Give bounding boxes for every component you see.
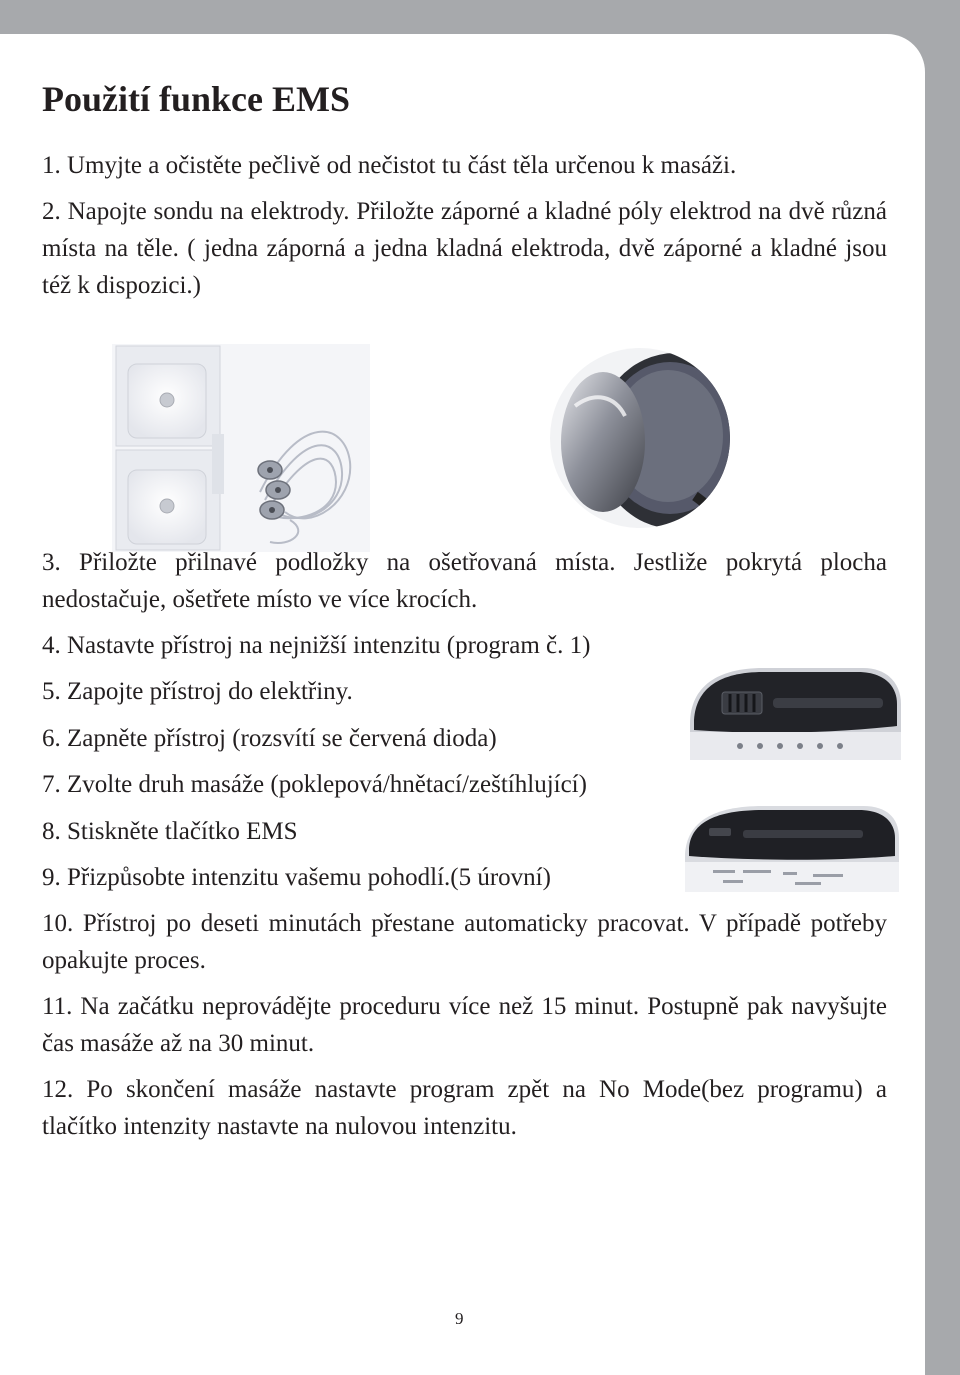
- step-3: 3. Přiložte přilnavé podložky na ošetřovaná místa. Jestliže pokrytá plocha nedostačuje, ošetřete místo ve více krocích.: [42, 549, 887, 613]
- step-4: 4. Nastavte přístroj na nejnižší intenzitu (program č. 1): [42, 632, 591, 659]
- probe-head-photo: [545, 346, 735, 531]
- step-5: 5. Zapojte přístroj do elektřiny.: [42, 678, 353, 705]
- step-10: 10. Přístroj po deseti minutách přestane automaticky pracovat. V případě potřeby opakujte proces.: [42, 910, 887, 974]
- step-2: 2. Napojte sondu na elektrody. Přiložte záporné a kladné póly elektrod na dvě různá místa na těle. ( jedna záporná a jedna kladná elektroda, dvě záporné a kladné jsou též k dispozici.): [42, 198, 887, 299]
- step-6: 6. Zapněte přístroj (rozsvítí se červená dioda): [42, 725, 497, 752]
- manual-page: [0, 34, 925, 1375]
- step-11: 11. Na začátku neprovádějte proceduru více než 15 minut. Postupně pak navyšujte čas masáže až na 30 minut.: [42, 993, 887, 1057]
- step-7: 7. Zvolte druh masáže (poklepová/hnětací/zeštíhlující): [42, 771, 587, 798]
- step-9: 9. Přizpůsobte intenzitu vašemu pohodlí.(5 úrovní): [42, 864, 551, 891]
- page-number: 9: [455, 1309, 464, 1328]
- step-1: 1. Umyjte a očistěte pečlivě od nečistot tu část těla určenou k masáži.: [42, 152, 737, 179]
- step-8: 8. Stiskněte tlačítko EMS: [42, 818, 298, 845]
- page-title: Použití funkce EMS: [42, 79, 351, 119]
- step-12: 12. Po skončení masáže nastavte program zpět na No Mode(bez programu) a tlačítko intenzity nastavte na nulovou intenzitu.: [42, 1076, 887, 1140]
- electrode-pads-photo: [110, 342, 372, 557]
